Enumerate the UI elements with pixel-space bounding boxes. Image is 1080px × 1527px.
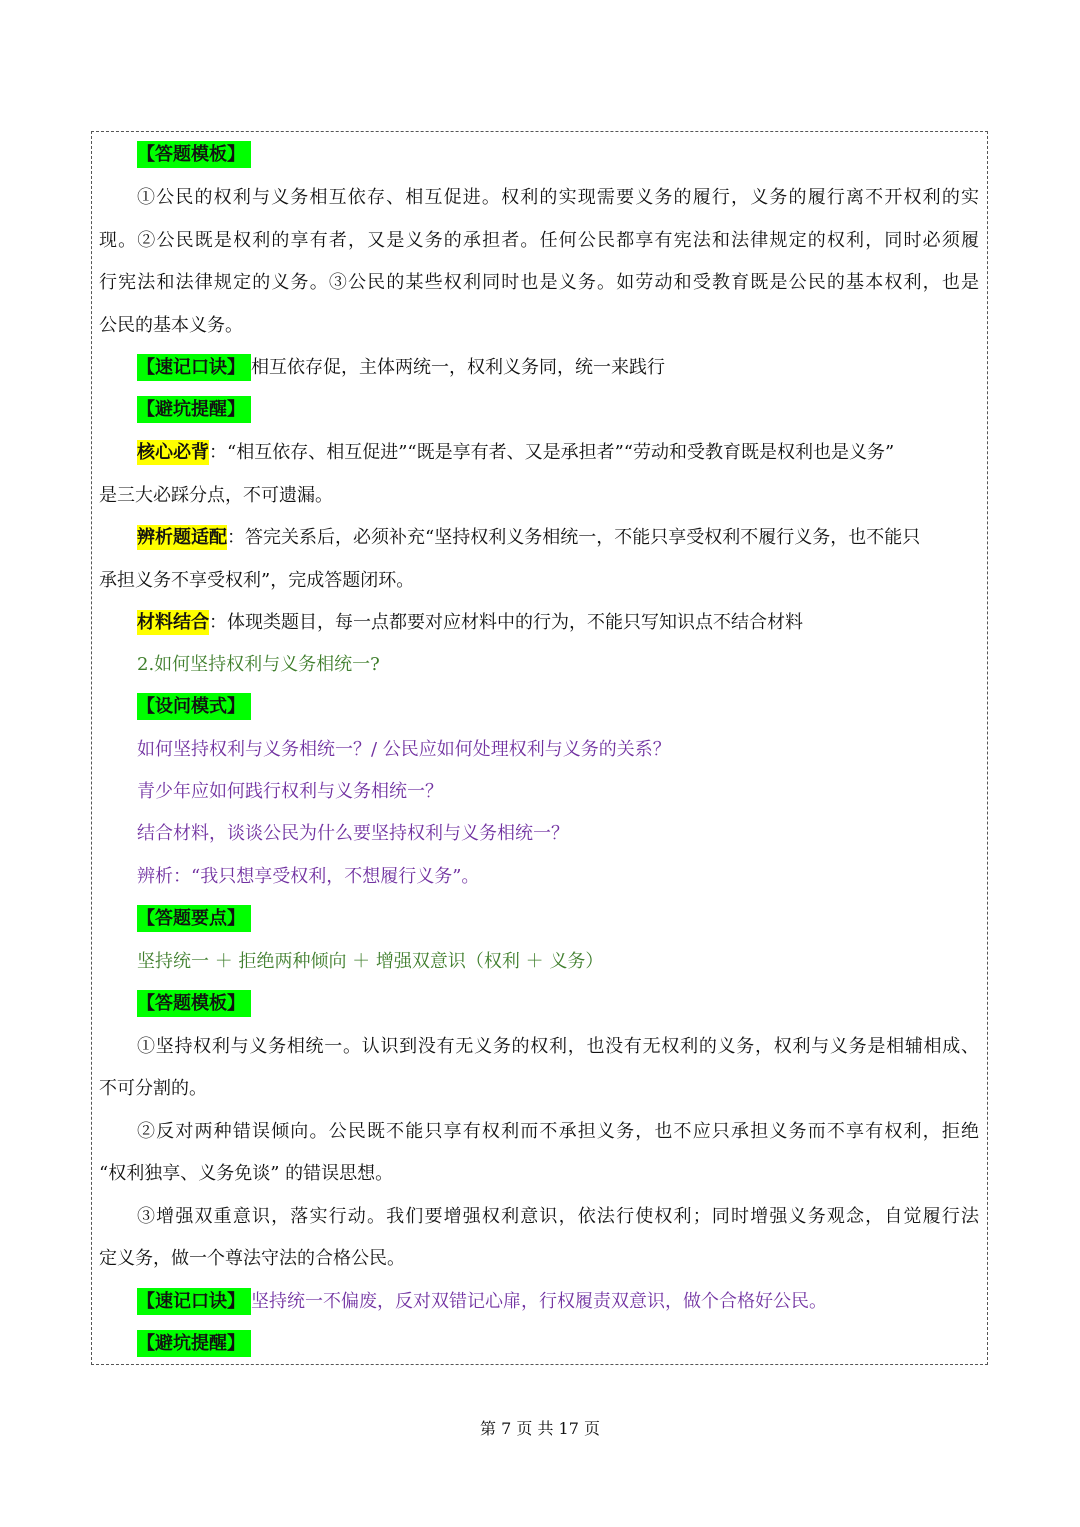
mnemonic-row: [137, 1290, 1017, 1314]
mnemonic-text: 相互依存促，主体两统一，权利义务同，统一来践行: [251, 357, 665, 378]
question-item: 如何坚持权利与义务相统一？/ 公民应如何处理权利与义务的关系？: [137, 739, 671, 760]
question-item: 青少年应如何践行权利与义务相统一？: [137, 781, 443, 802]
core-label: 核心必背: [137, 442, 209, 463]
question-mode-tag: 【设问模式】: [137, 695, 1017, 719]
answer-points-tag: 【答题要点】: [137, 907, 1017, 931]
paragraph-line: “权利独享、义务免谈” 的错误思想。: [99, 1163, 394, 1184]
question-item: 辨析：“我只想享受权利，不想履行义务”。: [137, 866, 480, 887]
answer-template-tag: 【答题模板】: [137, 992, 1017, 1016]
material-row: [137, 611, 1017, 635]
core-row-cont: 是三大必踩分点，不可遗漏。: [99, 485, 333, 506]
pitfall-tag: 【避坑提醒】: [137, 398, 1017, 422]
paragraph-line: ②反对两种错误倾向。公民既不能只享有权利而不承担义务，也不应只承担义务而不享有权利，拒绝: [137, 1121, 979, 1142]
mnemonic-text: 坚持统一不偏废，反对双错记心扉，行权履责双意识，做个合格好公民。: [251, 1291, 827, 1312]
page-number: 第 7 页 共 17 页: [480, 1419, 600, 1438]
paragraph-line: ①公民的权利与义务相互依存、相互促进。权利的实现需要义务的履行，义务的履行离不开权利的实: [137, 187, 979, 208]
paragraph-line: 公民的基本义务。: [99, 315, 243, 336]
pitfall-tag: 【避坑提醒】: [137, 1332, 1017, 1356]
analysis-row-cont: 承担义务不享受权利”，完成答题闭环。: [99, 570, 415, 591]
paragraph-line: 行宪法和法律规定的义务。③公民的某些权利同时也是义务。如劳动和受教育既是公民的基本权利，也是: [99, 272, 979, 293]
paragraph-line: 现。②公民既是权利的享有者，又是义务的承担者。任何公民都享有宪法和法律规定的权利，同时必须履: [99, 230, 979, 251]
paragraph-line: ③增强双重意识，落实行动。我们要增强权利意识，依法行使权利；同时增强义务观念，自觉履行法: [137, 1206, 979, 1227]
answer-template-tag: 【答题模板】: [137, 143, 1017, 167]
mnemonic-tag: 【速记口诀】: [137, 354, 251, 381]
paragraph-line: ①坚持权利与义务相统一。认识到没有无义务的权利，也没有无权利的义务，权利与义务是相辅相成、: [137, 1036, 979, 1057]
core-text: ：“相互依存、相互促进”“既是享有者、又是承担者”“劳动和受教育既是权利也是义务”: [209, 442, 895, 463]
paragraph-line: 不可分割的。: [99, 1078, 207, 1099]
mnemonic-row: [137, 356, 1017, 380]
analysis-text: ：答完关系后，必须补充“坚持权利义务相统一，不能只享受权利不履行义务，也不能只: [227, 527, 921, 548]
core-row: [137, 441, 979, 465]
section-heading: 2.如何坚持权利与义务相统一?: [137, 654, 380, 675]
material-text: ：体现类题目，每一点都要对应材料中的行为，不能只写知识点不结合材料: [209, 612, 803, 633]
analysis-label: 辨析题适配: [137, 527, 227, 548]
material-label: 材料结合: [137, 612, 209, 633]
answer-points-text: 坚持统一 ＋ 拒绝两种倾向 ＋ 增强双意识（权利 ＋ 义务）: [137, 951, 604, 972]
analysis-row: [137, 526, 979, 550]
mnemonic-tag: 【速记口诀】: [137, 1288, 251, 1315]
question-item: 结合材料，谈谈公民为什么要坚持权利与义务相统一？: [137, 823, 569, 844]
paragraph-line: 定义务，做一个尊法守法的合格公民。: [99, 1248, 405, 1269]
